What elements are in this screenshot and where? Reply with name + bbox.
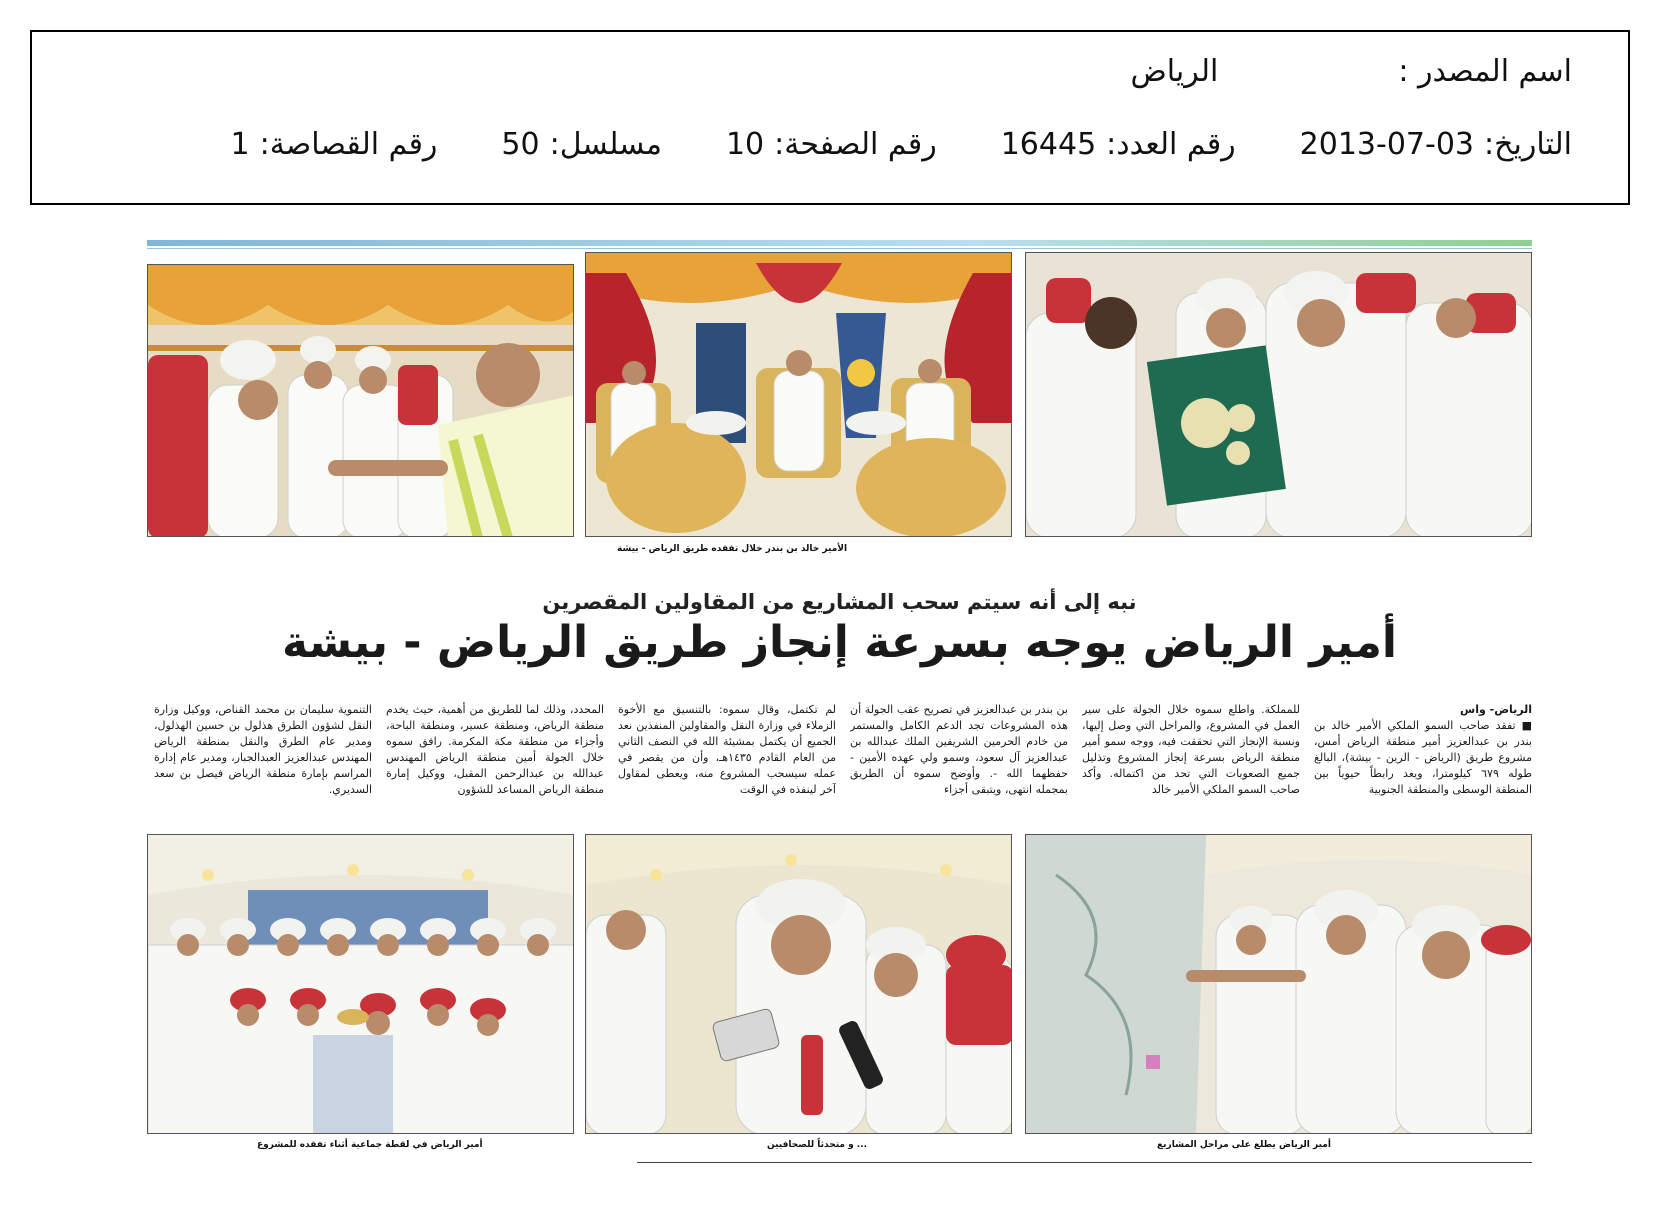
newspaper-clipping <box>147 232 1532 1200</box>
article-dateline: الرياض- واس <box>1460 703 1532 716</box>
article-column-2 <box>1082 702 1300 820</box>
source-row <box>1131 54 1572 89</box>
issue-info-row <box>231 127 1572 162</box>
article-column-5 <box>386 702 604 820</box>
photo-majlis-seating <box>585 252 1012 537</box>
photo-plaque-presentation <box>1025 252 1532 537</box>
photo-group-shot <box>147 834 574 1134</box>
clip-label: رقم القصاصة: <box>259 127 438 162</box>
column-text: ■ تفقد صاحب السمو الملكي الأمير خالد بن بندر بن عبدالعزيز أمير منطقة الرياض أمس، مشروع طريق (الرياض - الرين - بيشة)، البالغ طوله ٦٧٩ كيلومترا، ويعد رابطاً حيوياً بين المنطقة الوسطى والمنطقة الجنوبية <box>1314 719 1532 796</box>
bottom-left-caption: أمير الرياض في لقطة جماعية أثناء تفقده للمشروع <box>257 1140 483 1150</box>
serial-value: 50 <box>501 127 540 162</box>
page-label: رقم الصفحة: <box>774 127 937 162</box>
date-value: 2013-07-03 <box>1299 127 1475 162</box>
issue-value: 16445 <box>1000 127 1097 162</box>
source-metadata-box <box>30 30 1630 205</box>
serial-label: مسلسل: <box>549 127 662 162</box>
page-value: 10 <box>725 127 765 162</box>
source-value: الرياض <box>1130 54 1219 89</box>
column-text: بن بندر بن عبدالعزيز في تصريح عقب الجولة أن هذه المشروعات تجد الدعم الكامل والمستمر من خادم الحرمين الشريفين الملك عبدالله بن عبدالعزيز آل سعود، وسمو ولي عهده الأمين - حفظهما الله -. وأوضح سموه أن الطريق بمجمله انتهى، ويتبقى أجزاء <box>850 703 1068 796</box>
source-label: اسم المصدر : <box>1398 54 1572 89</box>
issue-label: رقم العدد: <box>1106 127 1236 162</box>
bottom-rule <box>637 1162 1532 1163</box>
column-text: للمملكة. واطلع سموه خلال الجولة على سير العمل في المشروع، والمراحل التي وصل إليها، ونسبة الإنجاز التي تحققت فيه، ووجه سمو أمير منطقة الرياض بسرعة إنجاز المشروع وتذليل جميع الصعوبات التي تحد من اكتماله. وأكد صاحب السمو الملكي الأمير خالد <box>1082 703 1300 796</box>
column-text: لم تكتمل، وقال سموه: بالتنسيق مع الأخوة الزملاء في وزارة النقل والمقاولين المنفذين نعد الجميع أن يكتمل بمشيئة الله في النصف الثاني من العام القادم ١٤٣٥هـ، وأن من يقصر في عمله سيسحب المشروع منه، ويعطى لمقاول آخر لينفذه في الوقت <box>618 703 836 796</box>
article-kicker: نبه إلى أنه سيتم سحب المشاريع من المقاولين المقصرين <box>542 590 1137 614</box>
bottom-right-caption: أمير الرياض يطلع على مراحل المشاريع <box>1157 1140 1331 1150</box>
top-photo-caption: الأمير خالد بن بندر خلال تفقده طريق الرياض - بيشة <box>617 544 848 554</box>
article-column-4 <box>618 702 836 820</box>
article-column-3 <box>850 702 1068 820</box>
date-label: التاريخ: <box>1484 127 1572 162</box>
column-text: المحدد، وذلك لما للطريق من أهمية، حيث يخدم منطقة الرياض، ومنطقة عسير، ومنطقة الباحة، وأجزاء من منطقة مكة المكرمة. رافق سموه خلال الجولة أمين منطقة الرياض المهندس عبدالله بن عبدالرحمن المقبل، ووكيل إمارة منطقة الرياض المساعد للشؤون <box>386 703 604 796</box>
photo-handshake <box>147 264 574 537</box>
article-column-1 <box>1314 702 1532 820</box>
article-column-6 <box>154 702 372 820</box>
article-body <box>147 702 1532 820</box>
column-text: التنموية سليمان بن محمد القناص، ووكيل وزارة النقل لشؤون الطرق هذلول بن حسين الهذلول، ومدير عام الطرق والنقل بمنطقة الرياض المهندس عبدالعزيز العبدالجبار، ومدير عام إدارة المراسم بإمارة منطقة الرياض فيصل بن سعد السديري. <box>154 703 372 796</box>
page-top-rule <box>147 248 1532 249</box>
photo-map-review <box>1025 834 1532 1134</box>
page-top-bar <box>147 240 1532 246</box>
article-headline: أمير الرياض يوجه بسرعة إنجاز طريق الرياض - بيشة <box>282 617 1397 668</box>
bottom-middle-caption: ... و متحدثاً للصحافيين <box>767 1140 868 1150</box>
photo-press-talk <box>585 834 1012 1134</box>
clip-value: 1 <box>230 127 250 162</box>
